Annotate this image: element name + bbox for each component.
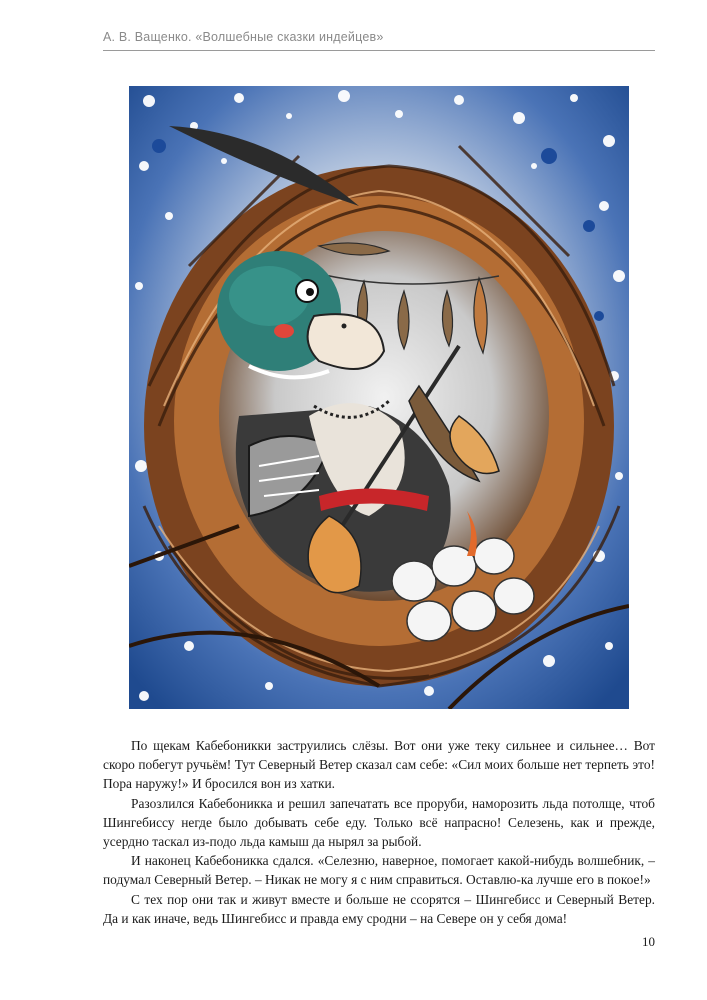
running-header: А. В. Ващенко. «Волшебные сказки индейцев» bbox=[103, 30, 384, 44]
header-divider bbox=[103, 50, 655, 51]
paragraph: С тех пор они так и живут вместе и больше не ссорятся – Шингебисс и Северный Ветер. Да и как иначе, ведь Шингебисс и правда ему сродни – на Севере он у себя дома! bbox=[103, 891, 655, 926]
paragraph: Разозлился Кабебоникка и решил запечатать все проруби, наморозить льда потолще, чтоб Шингебиссу негде было добывать себе еду. Только всё напрасно! Селезень, как и прежде, усердно таскал из-подо льда камыш да нырял за рыбой. bbox=[103, 795, 655, 850]
duck-in-nest-illustration bbox=[129, 86, 629, 709]
paragraph: По щекам Кабебоникки заструились слёзы. Вот они уже теку сильнее и сильнее… Вот скоро побегут ручьём! Тут Северный Ветер сказал сам себе: «Сил моих больше нет терпеть это! Пора наружу!» И бросился вон из хатки. bbox=[103, 738, 655, 792]
paragraph: И наконец Кабебоникка сдался. «Селезню, наверное, помогает какой-нибудь волшебник, – подумал Северный Ветер. – Никак не могу я с ним справиться. Оставлю-ка лучше его в покое!» bbox=[103, 853, 655, 888]
story-text bbox=[103, 736, 655, 928]
page-number: 10 bbox=[642, 934, 655, 949]
